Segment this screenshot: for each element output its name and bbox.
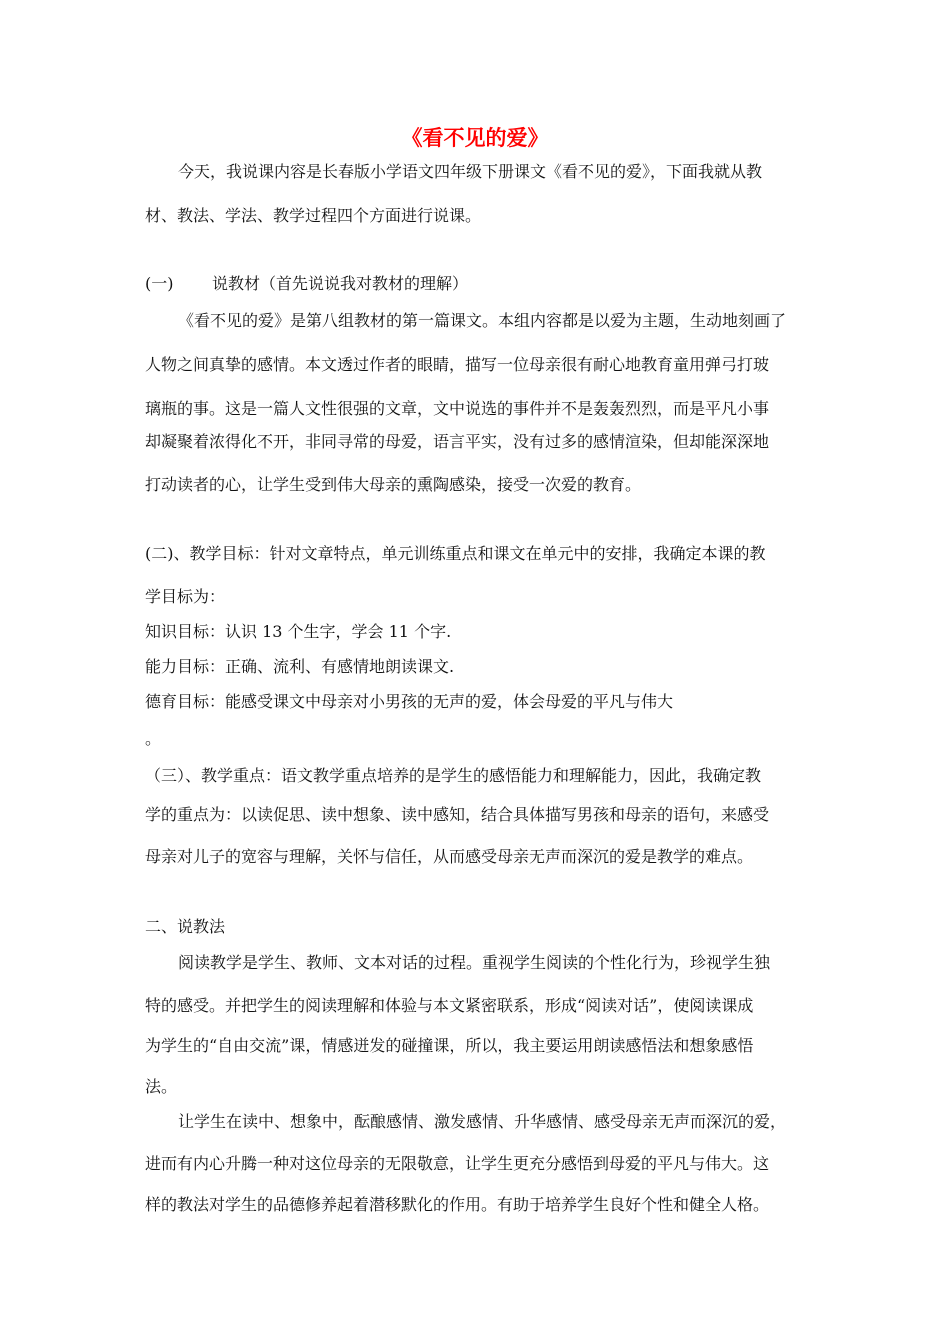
paragraph-line: (二)、教学目标：针对文章特点，单元训练重点和课文在单元中的安排，我确定本课的教 — [145, 544, 766, 563]
intro-line: 材、教法、学法、教学过程四个方面进行说课。 — [145, 206, 482, 225]
document-title: 《看不见的爱》 — [401, 126, 549, 150]
paragraph-line: 学目标为： — [145, 587, 226, 606]
paragraph-line: 阅读教学是学生、教师、文本对话的过程。重视学生阅读的个性化行为，珍视学生独 — [178, 953, 771, 972]
goal-line: 知识目标：认识 13 个生字，学会 11 个字. — [145, 622, 452, 641]
paragraph-line: 特的感受。并把学生的阅读理解和体验与本文紧密联系，形成“阅读对话”，使阅读课成 — [145, 996, 754, 1015]
paragraph-line: 打动读者的心，让学生受到伟大母亲的熏陶感染，接受一次爱的教育。 — [145, 475, 642, 494]
paragraph-line: 学的重点为：以读促思、读中想象、读中感知，结合具体描写男孩和母亲的语句，来感受 — [145, 805, 770, 824]
paragraph-line: 为学生的“自由交流”课，情感迸发的碰撞课，所以，我主要运用朗读感悟法和想象感悟 — [145, 1036, 754, 1055]
goal-line: 能力目标：正确、流利、有感情地朗读课文. — [145, 657, 455, 676]
paragraph-line: 《看不见的爱》是第八组教材的第一篇课文。本组内容都是以爱为主题，生动地刻画了 — [178, 311, 787, 330]
goal-line: 德育目标：能感受课文中母亲对小男孩的无声的爱，体会母爱的平凡与伟大 — [145, 692, 674, 711]
section-heading: 说教材（首先说说我对教材的理解） — [212, 274, 469, 293]
paragraph-line: 让学生在读中、想象中，酝酿感情、激发感情、升华感情、感受母亲无声而深沉的爱， — [178, 1112, 787, 1131]
intro-line: 今天，我说课内容是长春版小学语文四年级下册课文《看不见的爱》，下面我就从教 — [178, 162, 763, 181]
section-heading: 二、说教法 — [145, 917, 226, 936]
goal-line: 。 — [145, 729, 162, 748]
paragraph-line: 却凝聚着浓得化不开，非同寻常的母爱，语言平实，没有过多的感情渲染，但却能深深地 — [145, 432, 770, 451]
paragraph-line: 进而有内心升腾一种对这位母亲的无限敬意，让学生更充分感悟到母爱的平凡与伟大。这 — [145, 1154, 770, 1173]
paragraph-line: 璃瓶的事。这是一篇人文性很强的文章，文中说选的事件并不是轰轰烈烈，而是平凡小事 — [145, 399, 770, 418]
paragraph-line: 样的教法对学生的品德修养起着潜移默化的作用。有助于培养学生良好个性和健全人格。 — [145, 1195, 770, 1214]
paragraph-line: （三）、教学重点：语文教学重点培养的是学生的感悟能力和理解能力，因此，我确定教 — [145, 766, 762, 785]
paragraph-line: 法。 — [145, 1077, 178, 1096]
paragraph-line: 母亲对儿子的宽容与理解，关怀与信任，从而感受母亲无声而深沉的爱是教学的难点。 — [145, 847, 754, 866]
paragraph-line: 人物之间真挚的感情。本文透过作者的眼睛，描写一位母亲很有耐心地教育童用弹弓打玻 — [145, 355, 770, 374]
section-number: (一) — [145, 274, 174, 293]
